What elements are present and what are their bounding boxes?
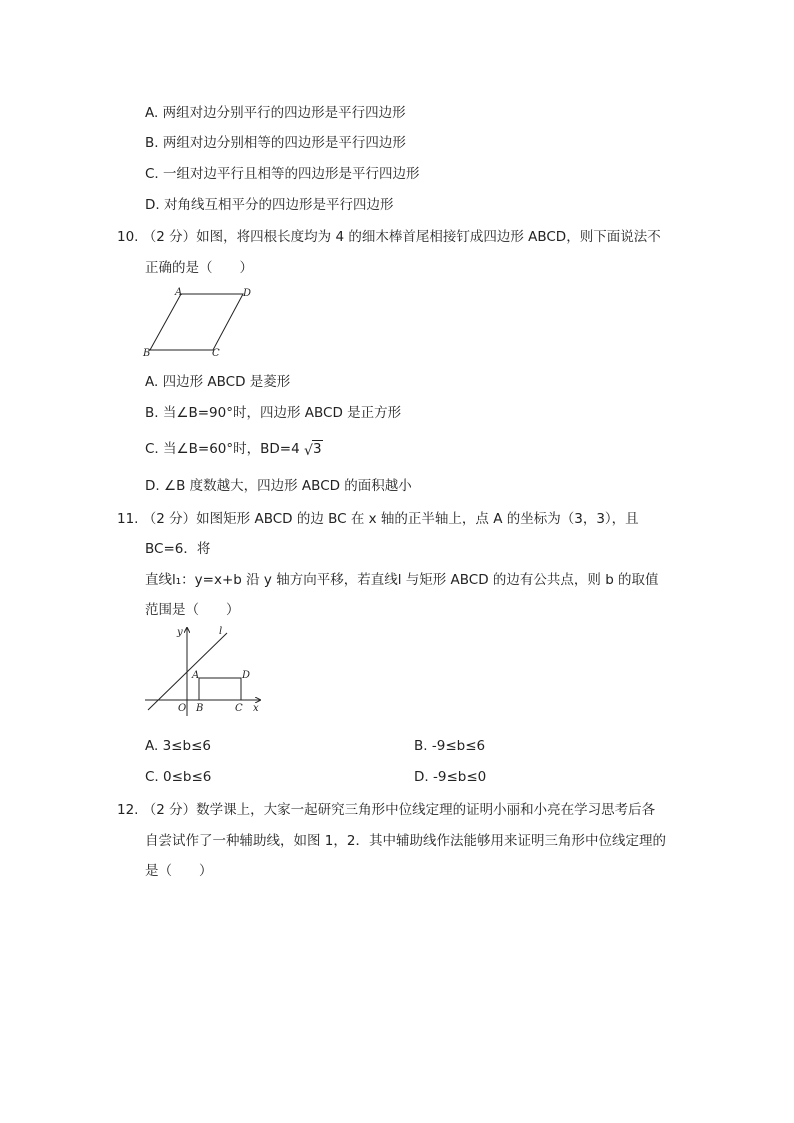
- option-text: 3≤b≤6: [162, 738, 211, 754]
- label-a: A: [192, 670, 200, 681]
- question-number: 11.: [117, 511, 139, 527]
- label-x: x: [253, 703, 259, 714]
- rectangle-abcd: [199, 678, 241, 700]
- option-text: -9≤b≤0: [432, 769, 487, 785]
- option-label: D.: [145, 197, 160, 213]
- label-b: B: [196, 703, 204, 714]
- q12-stem-line3: 是（ ）: [145, 863, 213, 879]
- option-text: ∠B 度数越大，四边形 ABCD 的面积越小: [163, 478, 412, 494]
- q11-option-c: [145, 767, 211, 787]
- q11-stem-line2: BC=6．将: [145, 541, 211, 557]
- label-b: B: [143, 348, 151, 359]
- option-text: -9≤b≤6: [431, 738, 486, 754]
- q10-option-c: [145, 439, 323, 459]
- option-text: 0≤b≤6: [163, 769, 212, 785]
- q10-option-a: [145, 372, 290, 392]
- radicand: 3: [312, 441, 322, 457]
- q9-option-d: [145, 195, 393, 215]
- q12-stem: [117, 800, 655, 820]
- label-l: l: [219, 626, 223, 637]
- option-label: A.: [145, 374, 159, 390]
- q11-stem: [117, 509, 639, 529]
- label-a: A: [175, 287, 183, 298]
- question-text: （2 分）数学课上，大家一起研究三角形中位线定理的证明小丽和小亮在学习思考后各: [142, 802, 656, 818]
- option-label: C.: [145, 166, 159, 182]
- option-label: C.: [145, 441, 159, 457]
- option-label: B.: [145, 135, 159, 151]
- label-d: D: [242, 670, 251, 681]
- q12-stem-line2: 自尝试作了一种辅助线，如图 1，2．其中辅助线作法能够用来证明三角形中位线定理的: [145, 833, 666, 849]
- q10-stem: [117, 227, 661, 247]
- question-text: （2 分）如图矩形 ABCD 的边 BC 在 x 轴的正半轴上，点 A 的坐标为（3，3），且: [142, 511, 639, 527]
- label-d: D: [243, 288, 252, 299]
- option-text: 两组对边分别平行的四边形是平行四边形: [162, 105, 406, 121]
- option-text: 两组对边分别相等的四边形是平行四边形: [162, 135, 406, 151]
- radical-sign-icon: √: [303, 443, 313, 459]
- q10-option-b: [145, 403, 401, 423]
- question-text: （2 分）如图，将四根长度均为 4 的细木棒首尾相接钉成四边形 ABCD，则下面说法不: [142, 229, 661, 245]
- q10-stem-continued: 正确的是（ ）: [145, 260, 253, 276]
- option-text: 四边形 ABCD 是菱形: [162, 374, 291, 390]
- option-label: A.: [145, 738, 159, 754]
- rhombus-shape: [150, 294, 243, 350]
- q11-stem-line4: 范围是（ ）: [145, 602, 240, 618]
- option-label: C.: [145, 769, 159, 785]
- q11-stem-line3: 直线l₁：y=x+b 沿 y 轴方向平移，若直线l 与矩形 ABCD 的边有公共点，则 b 的取值: [145, 572, 659, 588]
- option-label: B.: [145, 405, 159, 421]
- q9-option-a: [145, 103, 406, 123]
- q10-rhombus-figure: [138, 284, 258, 360]
- q11-option-a: [145, 736, 211, 756]
- question-number: 10.: [117, 229, 139, 245]
- option-label: B.: [414, 738, 428, 754]
- label-c: C: [235, 703, 243, 714]
- option-text: 当∠B=60°时，BD=4: [163, 441, 300, 457]
- q11-option-b: [414, 736, 485, 756]
- option-text: 一组对边平行且相等的四边形是平行四边形: [163, 166, 420, 182]
- q9-option-b: [145, 133, 406, 153]
- sqrt-symbol: [304, 439, 323, 459]
- label-c: C: [212, 348, 220, 359]
- q11-option-d: [414, 767, 486, 787]
- option-label: D.: [145, 478, 160, 494]
- option-label: D.: [414, 769, 429, 785]
- q10-option-d: [145, 476, 412, 496]
- label-o: O: [178, 703, 187, 714]
- q11-coordinate-figure: [140, 622, 270, 718]
- label-y: y: [177, 627, 183, 638]
- q9-option-c: [145, 164, 420, 184]
- option-label: A.: [145, 105, 159, 121]
- option-text: 对角线互相平分的四边形是平行四边形: [163, 197, 394, 213]
- question-number: 12.: [117, 802, 139, 818]
- option-text: 当∠B=90°时，四边形 ABCD 是正方形: [162, 405, 402, 421]
